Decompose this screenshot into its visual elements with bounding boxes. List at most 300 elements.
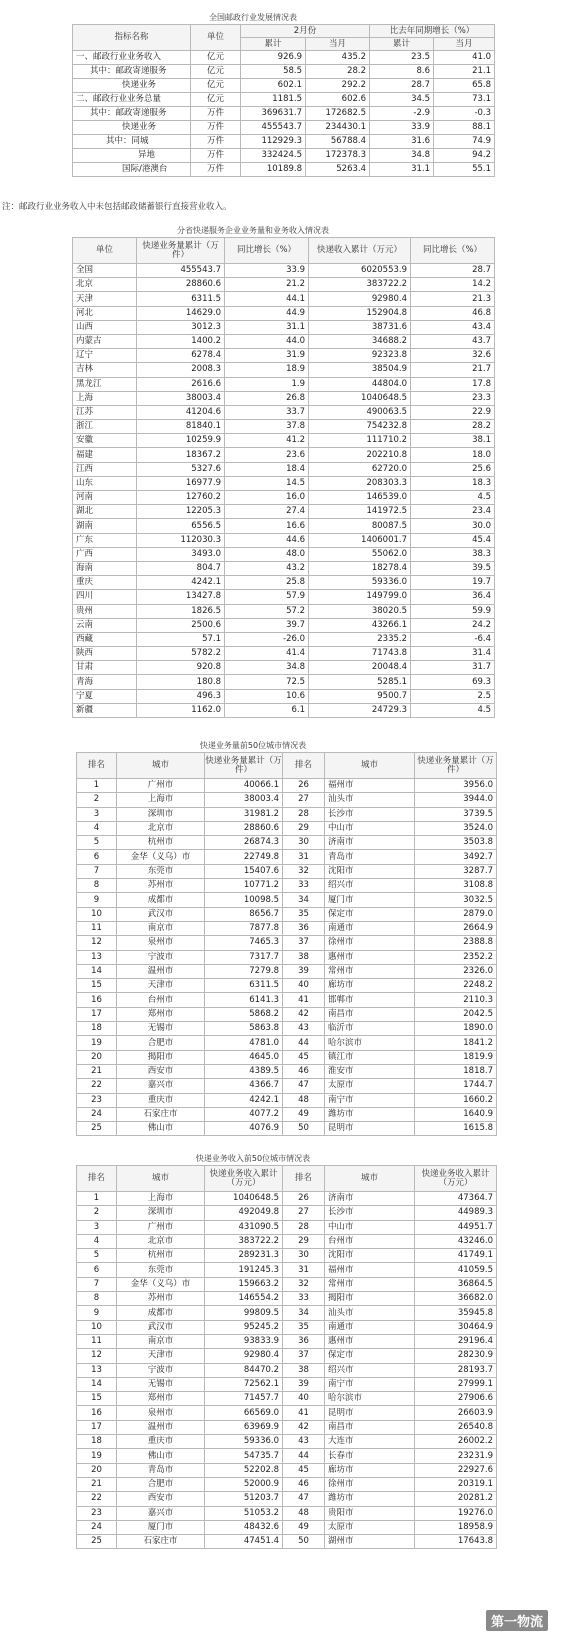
rank-cell-2: 47 xyxy=(283,1492,325,1506)
table-row xyxy=(77,1306,497,1320)
table-row xyxy=(77,1249,497,1263)
value-cell-2: 2664.9 xyxy=(415,921,497,935)
city-cell: 南京市 xyxy=(117,921,205,935)
cumulative-growth-cell: 31.1 xyxy=(370,163,434,177)
value-cell-2: 20281.2 xyxy=(415,1492,497,1506)
rank-cell: 25 xyxy=(77,1122,117,1136)
header-volume-2: 快递业务量累计（万件） xyxy=(415,753,497,779)
rank-cell: 2 xyxy=(77,1206,117,1220)
city-cell: 无锡市 xyxy=(117,1377,205,1391)
table-row xyxy=(77,1520,497,1534)
revenue-growth-cell: 46.8 xyxy=(411,306,495,320)
value-cell-2: 19276.0 xyxy=(415,1506,497,1520)
city-cell: 重庆市 xyxy=(117,1435,205,1449)
table-row xyxy=(73,292,495,306)
revenue-cell: 490063.5 xyxy=(309,405,411,419)
volume-cell: 81840.1 xyxy=(137,420,225,434)
unit-cell: 亿元 xyxy=(191,93,241,107)
unit-cell: 万件 xyxy=(191,149,241,163)
rank-cell-2: 48 xyxy=(283,1093,325,1107)
table-row xyxy=(77,1107,497,1121)
rank-cell: 21 xyxy=(77,1064,117,1078)
volume-growth-cell: 44.6 xyxy=(225,533,309,547)
volume-growth-cell: 16.6 xyxy=(225,519,309,533)
city-cell-2: 廊坊市 xyxy=(325,979,415,993)
value-cell-2: 1890.0 xyxy=(415,1022,497,1036)
province-cell: 河南 xyxy=(73,491,137,505)
city-cell-2: 青岛市 xyxy=(325,850,415,864)
rank-cell: 1 xyxy=(77,779,117,793)
rank-cell: 6 xyxy=(77,1263,117,1277)
city-cell: 深圳市 xyxy=(117,807,205,821)
volume-cell: 14629.0 xyxy=(137,306,225,320)
city-cell: 武汉市 xyxy=(117,907,205,921)
volume-growth-cell: 37.8 xyxy=(225,420,309,434)
volume-growth-cell: 34.8 xyxy=(225,661,309,675)
table-row xyxy=(77,1093,497,1107)
revenue-cell: 62720.0 xyxy=(309,462,411,476)
rank-cell-2: 30 xyxy=(283,836,325,850)
volume-cell: 3493.0 xyxy=(137,547,225,561)
table-row xyxy=(77,1420,497,1434)
table-row xyxy=(73,65,495,79)
province-cell: 吉林 xyxy=(73,363,137,377)
rank-cell-2: 42 xyxy=(283,1420,325,1434)
revenue-growth-cell: 4.5 xyxy=(411,703,495,717)
volume-cell: 38003.4 xyxy=(137,391,225,405)
volume-growth-cell: 57.2 xyxy=(225,604,309,618)
header-province: 单位 xyxy=(73,238,137,264)
revenue-cell: 24729.3 xyxy=(309,703,411,717)
revenue-cell: 1406001.7 xyxy=(309,533,411,547)
province-cell: 浙江 xyxy=(73,420,137,434)
rank-cell-2: 50 xyxy=(283,1122,325,1136)
table-row xyxy=(73,675,495,689)
header-city: 城市 xyxy=(117,1166,205,1192)
rank-cell-2: 30 xyxy=(283,1249,325,1263)
revenue-cell: 141972.5 xyxy=(309,505,411,519)
table-row xyxy=(73,647,495,661)
revenue-growth-cell: 31.7 xyxy=(411,661,495,675)
revenue-cell: 71743.8 xyxy=(309,647,411,661)
revenue-growth-cell: 45.4 xyxy=(411,533,495,547)
month-cell: 5263.4 xyxy=(306,163,370,177)
rank-cell: 24 xyxy=(77,1107,117,1121)
city-cell-2: 常州市 xyxy=(325,1277,415,1291)
indicator-name: 其中：邮政寄递服务 xyxy=(73,65,191,79)
rank-cell: 8 xyxy=(77,879,117,893)
value-cell: 54735.7 xyxy=(205,1449,283,1463)
city-cell: 东莞市 xyxy=(117,864,205,878)
revenue-growth-cell: 23.3 xyxy=(411,391,495,405)
city-cell: 泉州市 xyxy=(117,936,205,950)
city-cell: 无锡市 xyxy=(117,1022,205,1036)
value-cell-2: 26603.9 xyxy=(415,1406,497,1420)
volume-growth-cell: 1.9 xyxy=(225,377,309,391)
province-cell: 黑龙江 xyxy=(73,377,137,391)
rank-cell: 13 xyxy=(77,1363,117,1377)
value-cell-2: 2879.0 xyxy=(415,907,497,921)
rank-cell-2: 31 xyxy=(283,1263,325,1277)
city-cell: 宁波市 xyxy=(117,1363,205,1377)
volume-growth-cell: 10.6 xyxy=(225,689,309,703)
month-growth-cell: -0.3 xyxy=(434,107,495,121)
value-cell-2: 41059.5 xyxy=(415,1263,497,1277)
city-cell: 郑州市 xyxy=(117,1007,205,1021)
rank-cell-2: 44 xyxy=(283,1449,325,1463)
rank-cell: 12 xyxy=(77,1349,117,1363)
rank-cell-2: 48 xyxy=(283,1506,325,1520)
city-cell-2: 大连市 xyxy=(325,1435,415,1449)
city-cell-2: 长沙市 xyxy=(325,807,415,821)
value-cell: 28860.6 xyxy=(205,821,283,835)
value-cell: 52202.8 xyxy=(205,1463,283,1477)
table-row xyxy=(73,135,495,149)
header-volume-growth: 同比增长（%） xyxy=(225,238,309,264)
table-row xyxy=(77,821,497,835)
volume-cell: 2616.6 xyxy=(137,377,225,391)
table-row xyxy=(73,363,495,377)
value-cell: 31981.2 xyxy=(205,807,283,821)
volume-growth-cell: 23.6 xyxy=(225,448,309,462)
rank-cell-2: 32 xyxy=(283,864,325,878)
revenue-growth-cell: 24.2 xyxy=(411,618,495,632)
table-row xyxy=(77,993,497,1007)
value-cell: 4242.1 xyxy=(205,1093,283,1107)
value-cell-2: 26540.8 xyxy=(415,1420,497,1434)
city-cell-2: 惠州市 xyxy=(325,950,415,964)
volume-cell: 2500.6 xyxy=(137,618,225,632)
volume-cell: 12205.3 xyxy=(137,505,225,519)
city-cell: 宁波市 xyxy=(117,950,205,964)
header-yoy-growth: 比去年同期增长（%） xyxy=(370,25,495,38)
rank-cell: 3 xyxy=(77,1220,117,1234)
volume-cell: 10259.9 xyxy=(137,434,225,448)
rank-cell: 16 xyxy=(77,993,117,1007)
table-row xyxy=(77,950,497,964)
table-row xyxy=(77,1263,497,1277)
revenue-growth-cell: 4.5 xyxy=(411,491,495,505)
volume-growth-cell: 31.9 xyxy=(225,349,309,363)
value-cell-2: 2352.2 xyxy=(415,950,497,964)
rank-cell-2: 45 xyxy=(283,1050,325,1064)
province-cell: 广西 xyxy=(73,547,137,561)
rank-cell-2: 46 xyxy=(283,1064,325,1078)
city-cell-2: 常州市 xyxy=(325,964,415,978)
value-cell: 431090.5 xyxy=(205,1220,283,1234)
value-cell-2: 1819.9 xyxy=(415,1050,497,1064)
table-row xyxy=(73,462,495,476)
header-month-growth: 当月 xyxy=(434,38,495,51)
table-row xyxy=(77,1463,497,1477)
rank-cell: 11 xyxy=(77,921,117,935)
city-cell: 苏州市 xyxy=(117,1292,205,1306)
table-row xyxy=(73,604,495,618)
revenue-growth-cell: 18.0 xyxy=(411,448,495,462)
value-cell: 492049.8 xyxy=(205,1206,283,1220)
table-row xyxy=(77,936,497,950)
province-cell: 重庆 xyxy=(73,576,137,590)
rank-cell: 15 xyxy=(77,979,117,993)
header-revenue: 快递收入累计（万元） xyxy=(309,238,411,264)
city-cell-2: 揭阳市 xyxy=(325,1292,415,1306)
revenue-growth-cell: 25.6 xyxy=(411,462,495,476)
header-rank: 排名 xyxy=(77,1166,117,1192)
city-cell-2: 汕头市 xyxy=(325,793,415,807)
table-row xyxy=(73,334,495,348)
revenue-growth-cell: 30.0 xyxy=(411,519,495,533)
province-cell: 贵州 xyxy=(73,604,137,618)
revenue-cell: 5285.1 xyxy=(309,675,411,689)
city-cell-2: 绍兴市 xyxy=(325,879,415,893)
table-row xyxy=(73,121,495,135)
rank-cell-2: 41 xyxy=(283,993,325,1007)
revenue-growth-cell: 14.2 xyxy=(411,278,495,292)
value-cell-2: 23231.9 xyxy=(415,1449,497,1463)
rank-cell: 12 xyxy=(77,936,117,950)
city-cell: 北京市 xyxy=(117,1234,205,1248)
value-cell: 7317.7 xyxy=(205,950,283,964)
rank-cell-2: 39 xyxy=(283,964,325,978)
value-cell-2: 44989.3 xyxy=(415,1206,497,1220)
value-cell: 47451.4 xyxy=(205,1535,283,1549)
city-cell-2: 福州市 xyxy=(325,779,415,793)
rank-cell: 14 xyxy=(77,1377,117,1391)
volume-growth-cell: 33.7 xyxy=(225,405,309,419)
cumulative-growth-cell: 34.5 xyxy=(370,93,434,107)
city-cell: 石家庄市 xyxy=(117,1107,205,1121)
revenue-growth-cell: 69.3 xyxy=(411,675,495,689)
city-cell: 郑州市 xyxy=(117,1392,205,1406)
rank-cell-2: 28 xyxy=(283,807,325,821)
rank-cell-2: 35 xyxy=(283,907,325,921)
revenue-growth-cell: 23.4 xyxy=(411,505,495,519)
volume-cell: 112030.3 xyxy=(137,533,225,547)
header-current-month: 当月 xyxy=(306,38,370,51)
value-cell-2: 3739.5 xyxy=(415,807,497,821)
province-cell: 山西 xyxy=(73,320,137,334)
header-rank-2: 排名 xyxy=(283,753,325,779)
table-row xyxy=(73,349,495,363)
table-row xyxy=(73,163,495,177)
volume-growth-cell: 25.8 xyxy=(225,576,309,590)
rank-cell-2: 39 xyxy=(283,1377,325,1391)
rank-cell: 21 xyxy=(77,1477,117,1491)
city-cell-2: 临沂市 xyxy=(325,1022,415,1036)
table-row xyxy=(73,93,495,107)
value-cell: 48432.6 xyxy=(205,1520,283,1534)
header-indicator: 指标名称 xyxy=(73,25,191,51)
rank-cell: 16 xyxy=(77,1406,117,1420)
rank-cell-2: 29 xyxy=(283,821,325,835)
city-cell-2: 昆明市 xyxy=(325,1122,415,1136)
unit-cell: 万件 xyxy=(191,163,241,177)
table-row xyxy=(77,1292,497,1306)
value-cell-2: 2388.8 xyxy=(415,936,497,950)
table-row xyxy=(73,618,495,632)
rank-cell-2: 27 xyxy=(283,793,325,807)
revenue-cell: 202210.8 xyxy=(309,448,411,462)
city-cell-2: 湖州市 xyxy=(325,1535,415,1549)
value-cell-2: 41749.1 xyxy=(415,1249,497,1263)
table-row xyxy=(77,1377,497,1391)
value-cell: 15407.6 xyxy=(205,864,283,878)
table-row xyxy=(77,1406,497,1420)
city-cell: 武汉市 xyxy=(117,1320,205,1334)
month-growth-cell: 21.1 xyxy=(434,65,495,79)
volume-cell: 180.8 xyxy=(137,675,225,689)
city-cell: 青岛市 xyxy=(117,1463,205,1477)
rank-cell-2: 44 xyxy=(283,1036,325,1050)
volume-cell: 2008.3 xyxy=(137,363,225,377)
rank-cell-2: 43 xyxy=(283,1022,325,1036)
revenue-cell: 43266.1 xyxy=(309,618,411,632)
revenue-growth-cell: -6.4 xyxy=(411,632,495,646)
table-row xyxy=(77,907,497,921)
table-row xyxy=(77,779,497,793)
table-row xyxy=(77,1192,497,1206)
cumulative-growth-cell: 31.6 xyxy=(370,135,434,149)
table-row xyxy=(73,561,495,575)
city-cell-2: 南宁市 xyxy=(325,1093,415,1107)
value-cell: 95245.2 xyxy=(205,1320,283,1334)
city-cell: 广州市 xyxy=(117,779,205,793)
rank-cell: 4 xyxy=(77,821,117,835)
volume-cell: 57.1 xyxy=(137,632,225,646)
value-cell: 71457.7 xyxy=(205,1392,283,1406)
province-cell: 福建 xyxy=(73,448,137,462)
province-cell: 河北 xyxy=(73,306,137,320)
value-cell-2: 2326.0 xyxy=(415,964,497,978)
revenue-cell: 34688.2 xyxy=(309,334,411,348)
table-row xyxy=(77,1506,497,1520)
value-cell: 26874.3 xyxy=(205,836,283,850)
table-row xyxy=(77,1277,497,1291)
unit-cell: 亿元 xyxy=(191,79,241,93)
value-cell-2: 36864.5 xyxy=(415,1277,497,1291)
cumulative-cell: 1181.5 xyxy=(241,93,306,107)
rank-cell-2: 38 xyxy=(283,950,325,964)
indicator-name: 国际/港澳台 xyxy=(73,163,191,177)
cumulative-cell: 332424.5 xyxy=(241,149,306,163)
city-cell: 石家庄市 xyxy=(117,1535,205,1549)
province-cell: 云南 xyxy=(73,618,137,632)
rank-cell-2: 37 xyxy=(283,1349,325,1363)
volume-cell: 4242.1 xyxy=(137,576,225,590)
city-cell-2: 福州市 xyxy=(325,1263,415,1277)
province-cell: 四川 xyxy=(73,590,137,604)
table-row xyxy=(73,448,495,462)
indicator-name: 快递业务 xyxy=(73,79,191,93)
rank-cell-2: 34 xyxy=(283,1306,325,1320)
cumulative-cell: 926.9 xyxy=(241,51,306,65)
value-cell: 10098.5 xyxy=(205,893,283,907)
city-cell-2: 徐州市 xyxy=(325,1477,415,1491)
header-city: 城市 xyxy=(117,753,205,779)
revenue-cell: 146539.0 xyxy=(309,491,411,505)
city-cell: 合肥市 xyxy=(117,1477,205,1491)
month-growth-cell: 55.1 xyxy=(434,163,495,177)
watermark-logo: 第一物流 xyxy=(486,1610,548,1631)
city-cell: 西安市 xyxy=(117,1064,205,1078)
city-cell-2: 潍坊市 xyxy=(325,1107,415,1121)
value-cell: 383722.2 xyxy=(205,1234,283,1248)
city-cell: 苏州市 xyxy=(117,879,205,893)
table-row xyxy=(73,434,495,448)
table-row xyxy=(77,1206,497,1220)
rank-cell: 13 xyxy=(77,950,117,964)
value-cell: 99809.5 xyxy=(205,1306,283,1320)
rank-cell-2: 36 xyxy=(283,1334,325,1348)
volume-growth-cell: 33.9 xyxy=(225,264,309,278)
rank-cell-2: 38 xyxy=(283,1363,325,1377)
volume-growth-cell: 31.1 xyxy=(225,320,309,334)
city-cell-2: 济南市 xyxy=(325,836,415,850)
table-row xyxy=(73,51,495,65)
revenue-growth-cell: 38.3 xyxy=(411,547,495,561)
volume-growth-cell: -26.0 xyxy=(225,632,309,646)
value-cell: 63969.9 xyxy=(205,1420,283,1434)
rank-cell-2: 26 xyxy=(283,1192,325,1206)
city-cell-2: 保定市 xyxy=(325,907,415,921)
value-cell: 5863.8 xyxy=(205,1022,283,1036)
value-cell-2: 18958.9 xyxy=(415,1520,497,1534)
province-cell: 西藏 xyxy=(73,632,137,646)
postal-development-table xyxy=(72,24,495,177)
value-cell: 40066.1 xyxy=(205,779,283,793)
table-row xyxy=(73,278,495,292)
value-cell: 191245.3 xyxy=(205,1263,283,1277)
value-cell: 38003.4 xyxy=(205,793,283,807)
volume-cell: 13427.8 xyxy=(137,590,225,604)
city-cell-2: 太原市 xyxy=(325,1079,415,1093)
table-row xyxy=(73,149,495,163)
table-row xyxy=(73,519,495,533)
city-cell: 成都市 xyxy=(117,893,205,907)
value-cell-2: 3956.0 xyxy=(415,779,497,793)
table-row xyxy=(77,1007,497,1021)
city-cell: 天津市 xyxy=(117,1349,205,1363)
value-cell: 51053.2 xyxy=(205,1506,283,1520)
rank-cell: 22 xyxy=(77,1079,117,1093)
table-row xyxy=(77,1122,497,1136)
value-cell-2: 3032.5 xyxy=(415,893,497,907)
volume-growth-cell: 26.8 xyxy=(225,391,309,405)
header-revenue-2: 快递业务收入累计（万元） xyxy=(415,1166,497,1192)
value-cell: 93833.9 xyxy=(205,1334,283,1348)
volume-growth-cell: 44.0 xyxy=(225,334,309,348)
volume-cell: 28860.6 xyxy=(137,278,225,292)
rank-cell: 5 xyxy=(77,1249,117,1263)
city-cell: 成都市 xyxy=(117,1306,205,1320)
revenue-cell: 2335.2 xyxy=(309,632,411,646)
table-row xyxy=(73,79,495,93)
value-cell: 146554.2 xyxy=(205,1292,283,1306)
revenue-cell: 754232.8 xyxy=(309,420,411,434)
cumulative-cell: 112929.3 xyxy=(241,135,306,149)
rank-cell-2: 36 xyxy=(283,921,325,935)
cumulative-growth-cell: 33.9 xyxy=(370,121,434,135)
value-cell: 10771.2 xyxy=(205,879,283,893)
city-cell: 杭州市 xyxy=(117,836,205,850)
value-cell-2: 20319.1 xyxy=(415,1477,497,1491)
value-cell: 4076.9 xyxy=(205,1122,283,1136)
cumulative-growth-cell: 8.6 xyxy=(370,65,434,79)
rank-cell: 19 xyxy=(77,1036,117,1050)
table-row xyxy=(73,590,495,604)
rank-cell: 18 xyxy=(77,1435,117,1449)
rank-cell: 17 xyxy=(77,1007,117,1021)
